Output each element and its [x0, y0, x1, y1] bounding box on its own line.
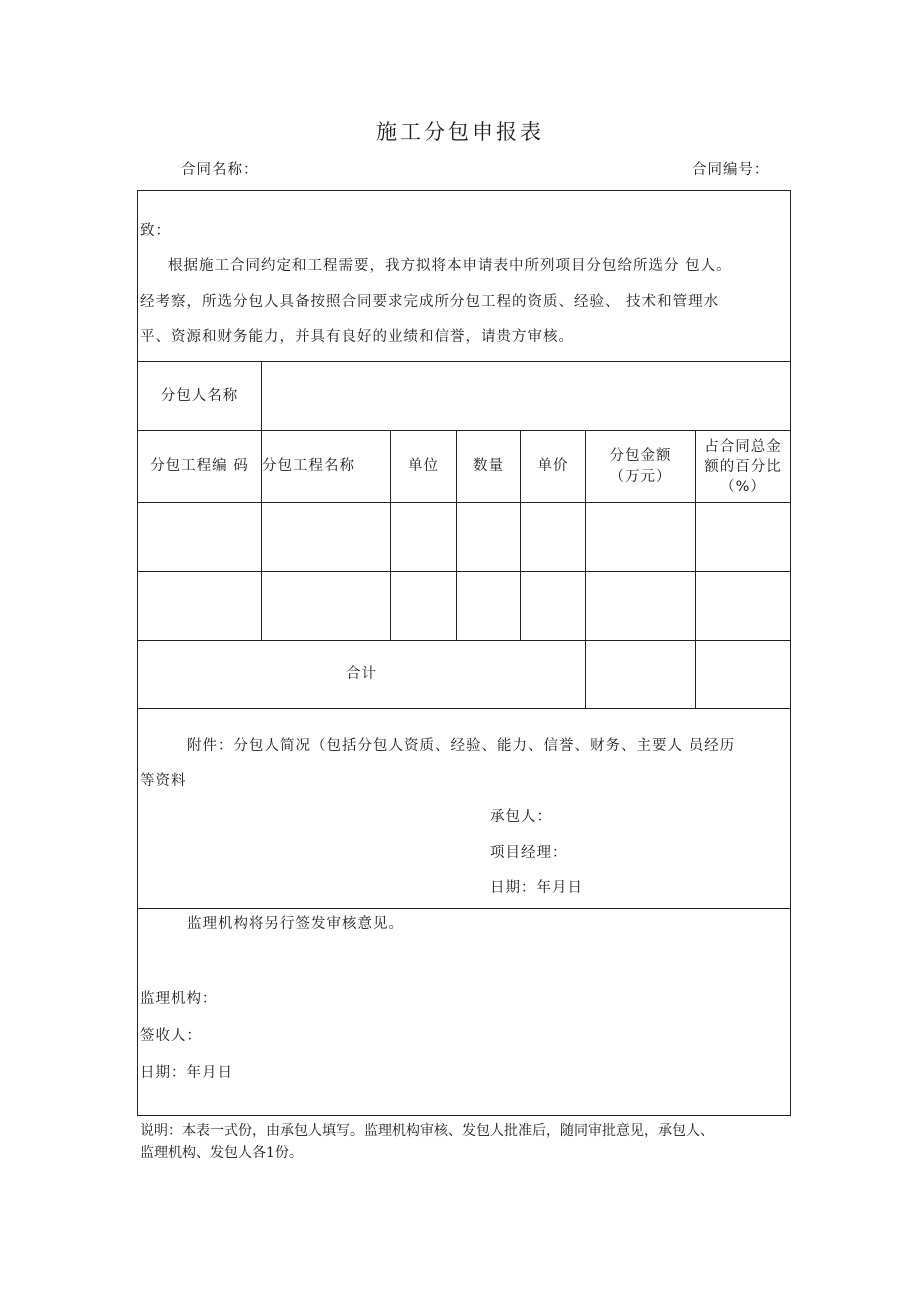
subcontractor-name-field[interactable]	[262, 362, 790, 430]
header-unit-price: 单价	[537, 458, 569, 474]
table-cell[interactable]	[696, 503, 790, 571]
header-quantity: 数量	[473, 458, 504, 474]
table-cell[interactable]	[391, 503, 456, 571]
intro-line: 经考察，所选分包人具备按照合同要求完成所分包工程的资质、经验、 技术和管理水	[140, 294, 720, 310]
header-unit: 单位	[408, 458, 439, 474]
table-cell[interactable]	[138, 572, 261, 640]
table-cell[interactable]	[457, 503, 520, 571]
to-label: 致：	[140, 223, 171, 239]
header-amount-line: （万元）	[609, 468, 672, 485]
border-right	[790, 190, 791, 1115]
table-cell[interactable]	[586, 572, 695, 640]
header-percentage	[696, 431, 790, 502]
table-cell[interactable]	[586, 503, 695, 571]
table-cell[interactable]	[262, 503, 390, 571]
table-cell[interactable]	[521, 572, 585, 640]
table-cell[interactable]	[391, 572, 456, 640]
header-percentage-line: （%）	[720, 478, 766, 495]
header-amount	[586, 431, 695, 502]
footer-line: 监理机构、发包人各1份。	[140, 1145, 303, 1161]
contract-name-label: 合同名称：	[181, 162, 259, 178]
contractor-label: 承包人：	[490, 809, 552, 825]
supervision-date-label: 日期：年月日	[140, 1065, 233, 1081]
subcontractor-name-label: 分包人名称	[160, 387, 239, 404]
divider	[137, 908, 791, 909]
footer-line: 说明：本表一式份，由承包人填写。监理机构审核、发包人批准后，随同审批意见，承包人、	[140, 1123, 714, 1139]
border-top	[137, 190, 791, 191]
supervision-note: 监理机构将另行签发审核意见。	[187, 916, 404, 932]
divider	[137, 708, 791, 709]
page-title: 施工分包申报表	[376, 120, 544, 144]
intro-line: 平、资源和财务能力，并具有良好的业绩和信誉，请贵方审核。	[140, 329, 574, 345]
table-cell[interactable]	[521, 503, 585, 571]
attachment-date-label: 日期：年月日	[490, 880, 583, 896]
receiver-label: 签收人：	[140, 1028, 202, 1044]
header-percentage-line: 占合同总金	[704, 438, 782, 455]
border-bottom	[137, 1115, 791, 1116]
attachment-line: 等资料	[140, 773, 187, 789]
total-amount-cell[interactable]	[586, 641, 695, 708]
attachment-line: 附件：分包人简况（包括分包人资质、经验、能力、信誉、财务、主要人 员经历	[187, 738, 736, 754]
header-name: 分包工程名称	[262, 458, 355, 474]
project-manager-label: 项目经理：	[490, 845, 568, 861]
table-cell[interactable]	[138, 503, 261, 571]
header-amount-line: 分包金额	[609, 447, 672, 464]
contract-no-label: 合同编号：	[692, 162, 770, 178]
table-cell[interactable]	[696, 572, 790, 640]
table-cell[interactable]	[457, 572, 520, 640]
table-cell[interactable]	[262, 572, 390, 640]
total-label: 合计	[346, 666, 377, 682]
footer-note	[140, 1120, 780, 1164]
header-code: 分包工程编 码	[150, 458, 249, 474]
header-percentage-line: 额的百分比	[704, 458, 782, 475]
supervision-org-label: 监理机构：	[140, 991, 218, 1007]
total-percentage-cell[interactable]	[696, 641, 790, 708]
intro-line: 根据施工合同约定和工程需要，我方拟将本申请表中所列项目分包给所选分 包人。	[168, 258, 732, 274]
